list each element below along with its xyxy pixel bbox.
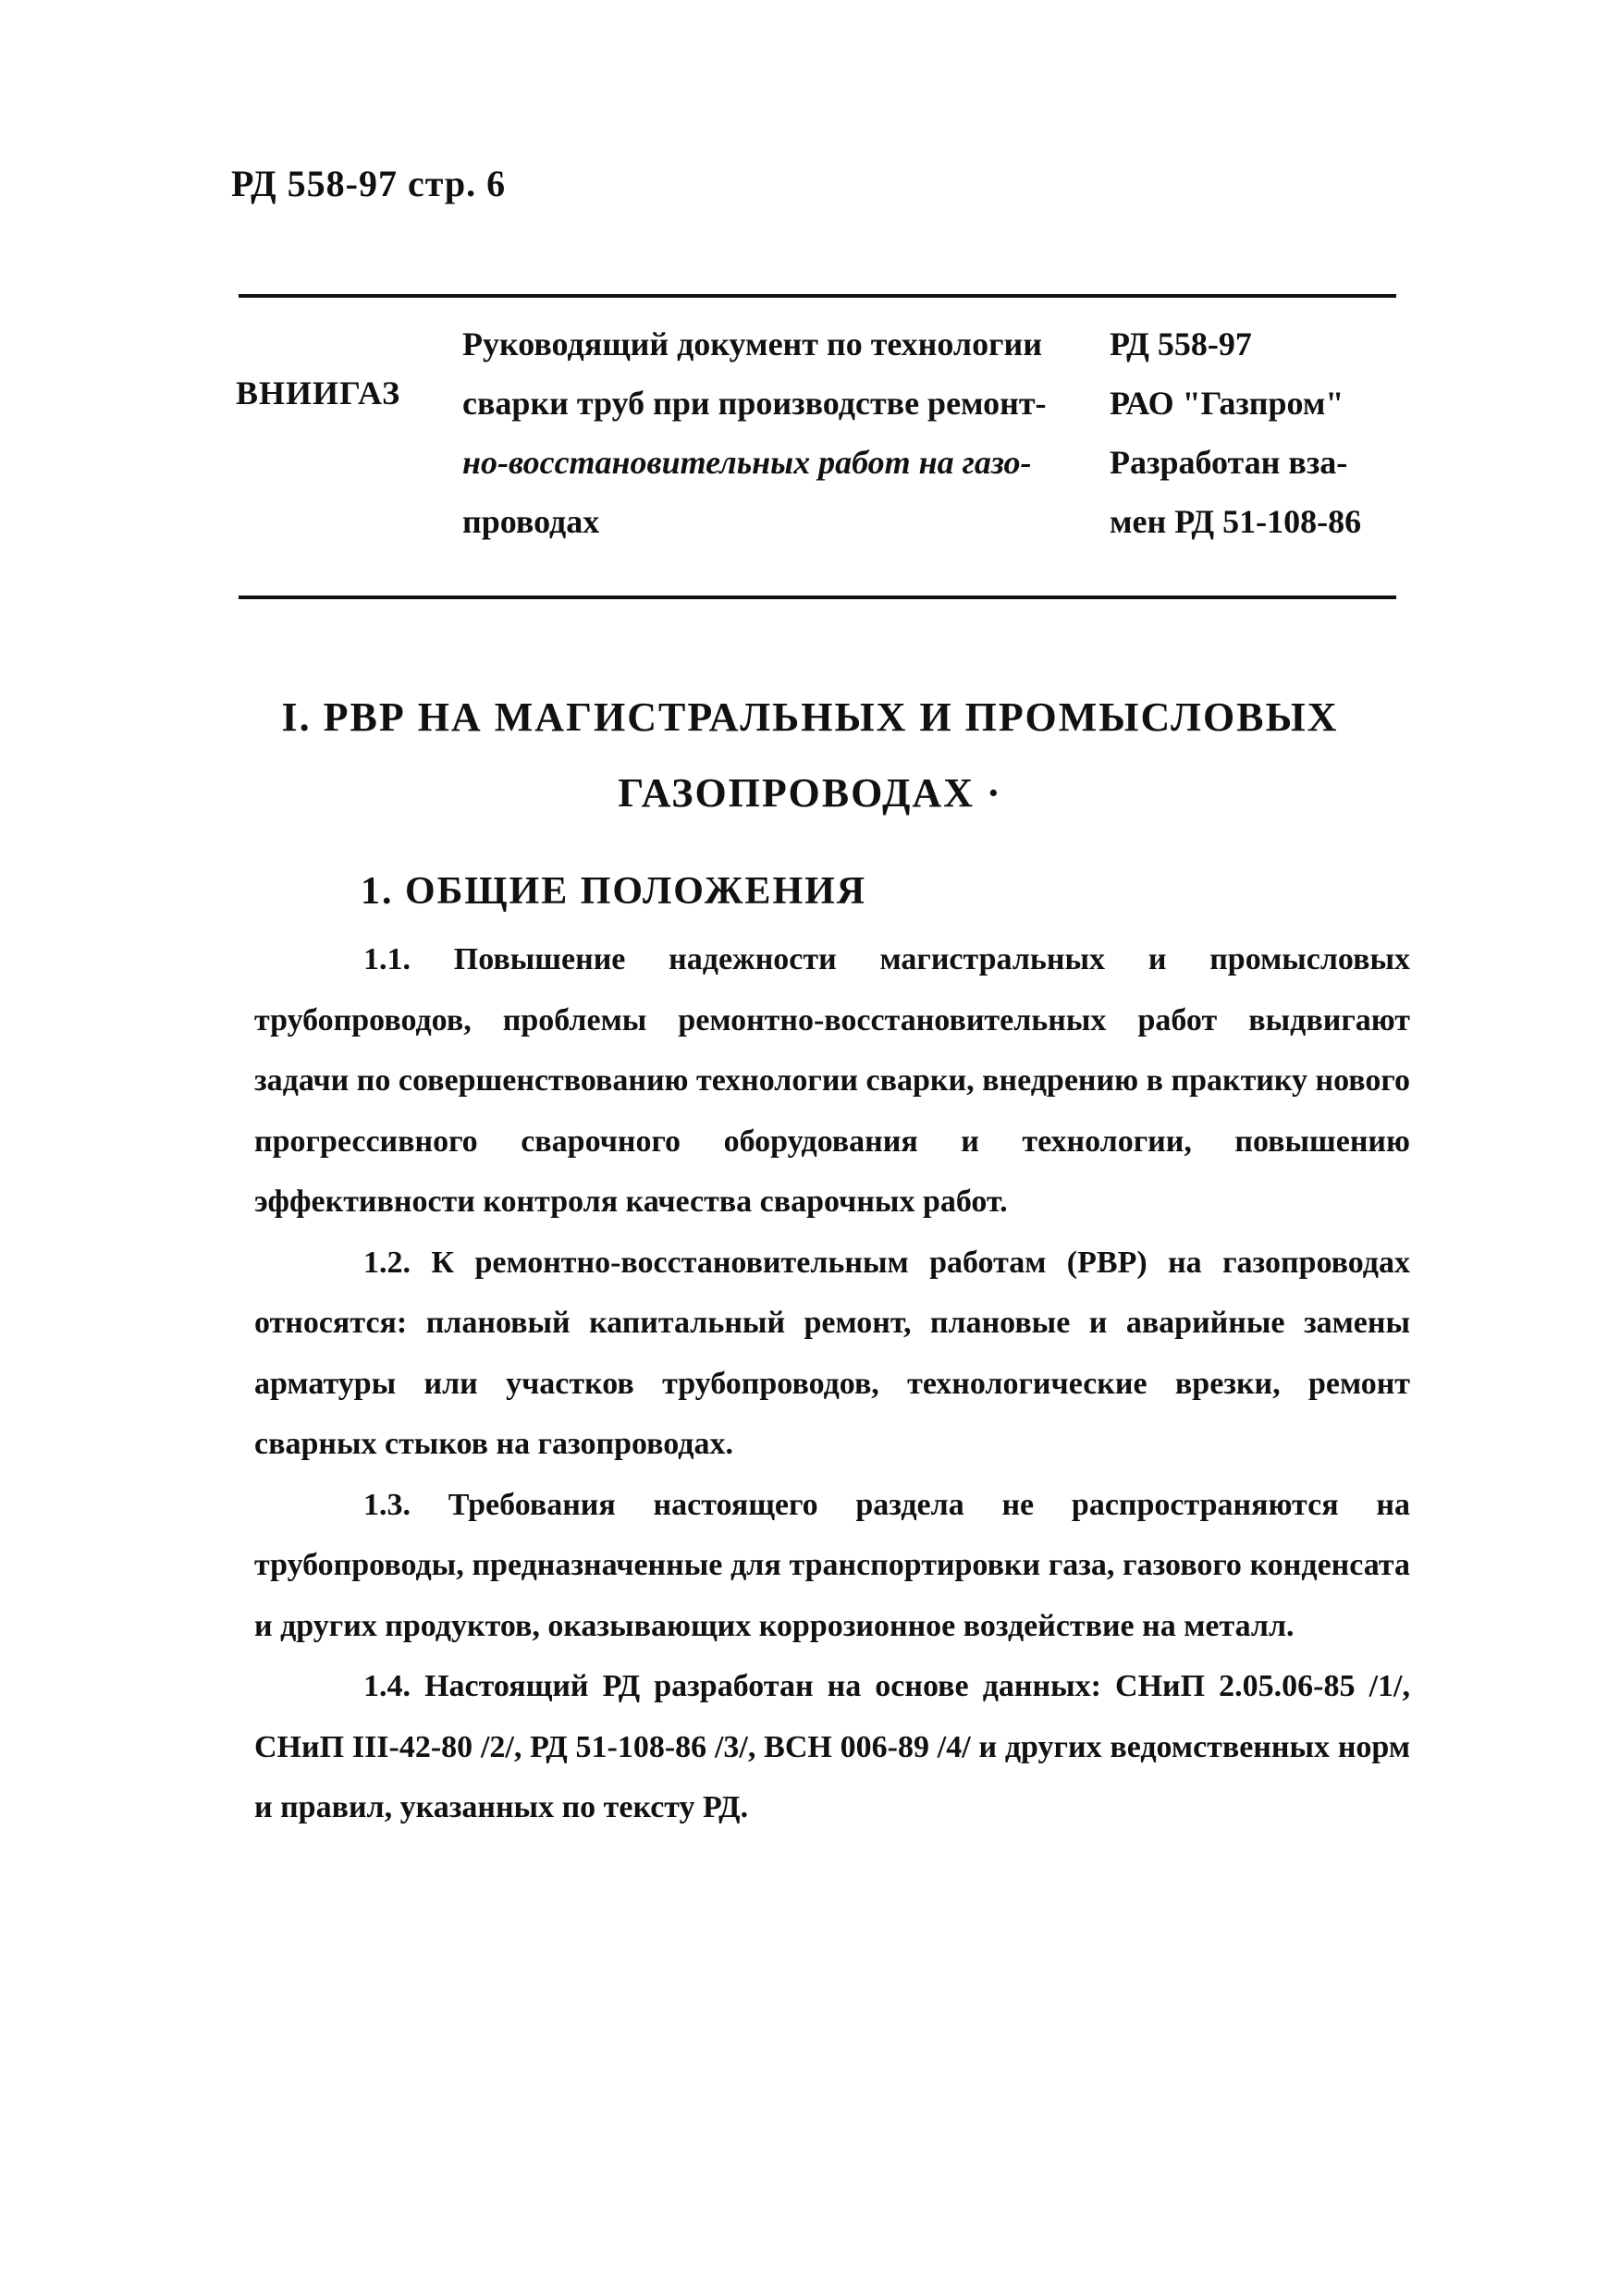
meta-line: мен РД 51-108-86	[1110, 503, 1362, 540]
document-meta	[1110, 314, 1405, 551]
section-title: 1. ОБЩИЕ ПОЛОЖЕНИЯ	[361, 870, 867, 913]
description-line: сварки труб при производстве ремонт-	[462, 385, 1047, 422]
description-line: но-восстановительных работ на газо-	[462, 444, 1032, 481]
paragraph-1-4: 1.4. Настоящий РД разработан на основе данных: СНиП 2.05.06-85 /1/, СНиП III-42-80 /2/, РД 51-108-86 /3/, ВСН 006-89 /4/ и других ведомственных норм и правил, указанных по тексту РД.	[254, 1669, 1410, 1824]
paragraph-1-1: 1.1. Повышение надежности магистральных и промысловых трубопроводов, проблемы ремонтно-восстановительных работ выдвигают задачи по совершенствованию технологии сварки, внедрению в практику нового прогрессивного сварочного оборудования и технологии, повышению эффективности контроля качества сварочных работ.	[254, 942, 1410, 1219]
page-header: РД 558-97 стр. 6	[231, 163, 507, 204]
body-text	[254, 929, 1410, 1838]
description-line: проводах	[462, 503, 600, 540]
paragraph-1-3: 1.3. Требования настоящего раздела не распространяются на трубопроводы, предназначенные для транспортировки газа, газового конденсата и других продуктов, оказывающих коррозионное воздействие на металл.	[254, 1487, 1410, 1643]
document-description	[462, 314, 1110, 551]
document-info-block	[0, 314, 1620, 583]
description-line: Руководящий документ по технологии	[462, 325, 1042, 362]
meta-line: РД 558-97	[1110, 325, 1252, 362]
meta-line: Разработан вза-	[1110, 444, 1348, 481]
meta-line: РАО "Газпром"	[1110, 385, 1344, 422]
paragraph-1-2: 1.2. К ремонтно-восстановительным работам (РВР) на газопроводах относятся: плановый капитальный ремонт, плановые и аварийные замены арматуры или участков трубопроводов, технологические врезки, ремонт сварных стыков на газопроводах.	[254, 1245, 1410, 1461]
chapter-title-line: I. РВР НА МАГИСТРАЛЬНЫХ И ПРОМЫСЛОВЫХ	[281, 694, 1339, 740]
chapter-title-line: ГАЗОПРОВОДАХ ·	[618, 770, 1002, 816]
header-bottom-rule	[239, 595, 1396, 599]
header-top-rule	[239, 294, 1396, 298]
organization-name: ВНИИГАЗ	[236, 374, 401, 411]
chapter-title	[0, 680, 1620, 831]
